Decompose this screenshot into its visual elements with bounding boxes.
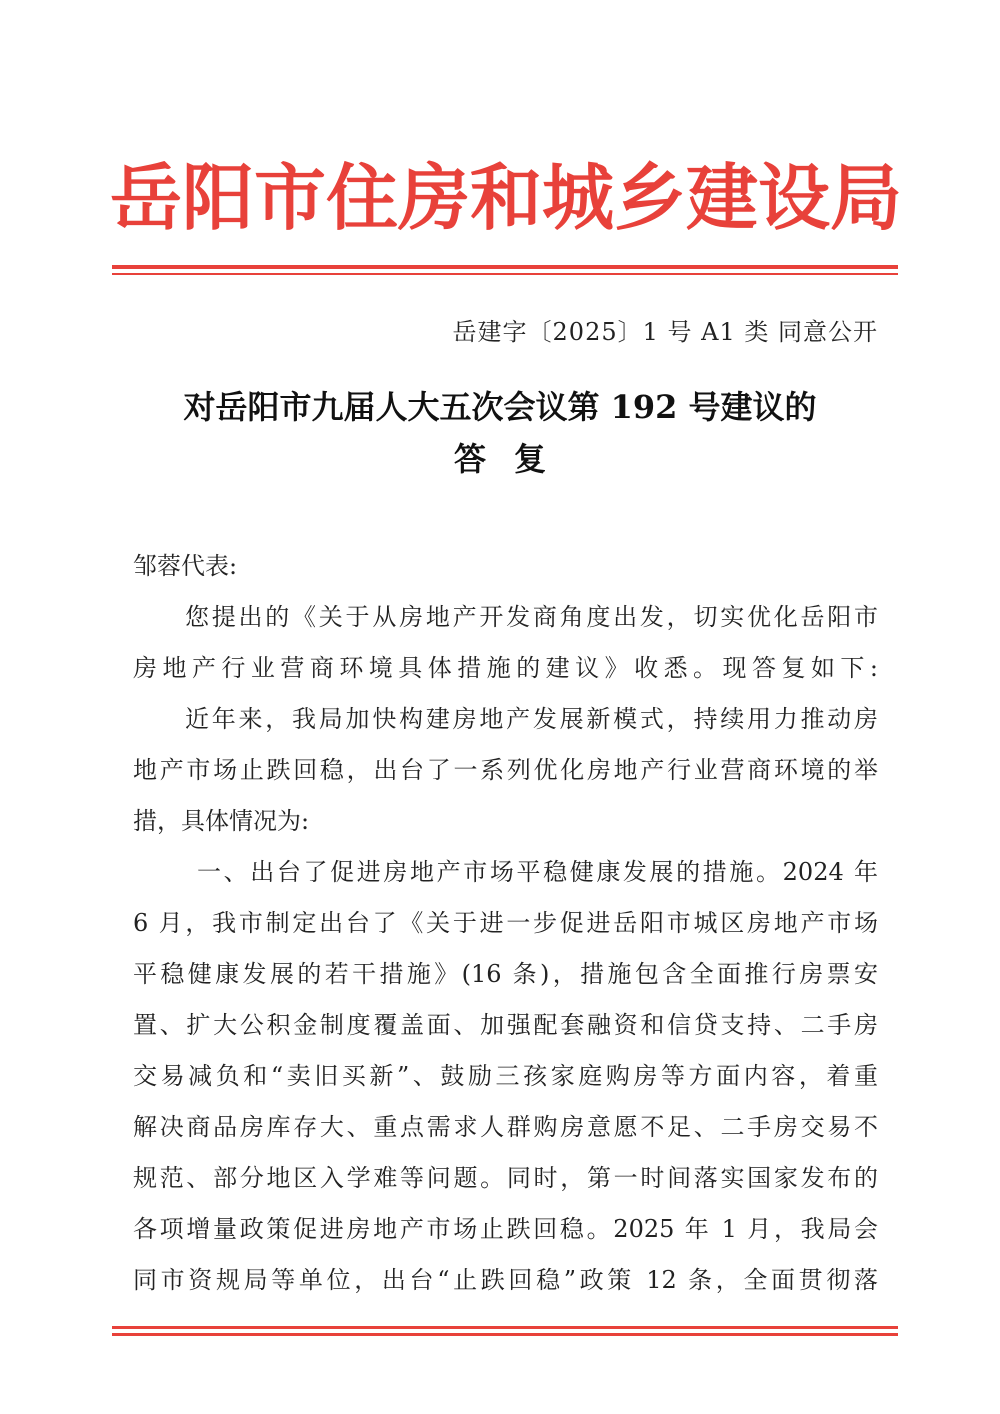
body-line: 地产市场止跌回稳，出台了一系列优化房地产行业营商环境的举 [133,756,878,784]
salutation: 邹蓉代表: [133,552,238,580]
masthead-rule-thick [112,265,898,269]
masthead-rule-thin [112,273,898,275]
body-line: 一、出台了促进房地产市场平稳健康发展的措施。2024 年 [197,858,878,886]
document-body [133,541,878,1306]
body-line: 规范、部分地区入学难等问题。同时，第一时间落实国家发布的 [133,1164,878,1192]
body-line: 交易减负和“卖旧买新”、鼓励三孩家庭购房等方面内容，着重 [133,1062,878,1090]
body-line: 解决商品房库存大、重点需求人群购房意愿不足、二手房交易不 [133,1113,878,1141]
body-line: 6 月，我市制定出台了《关于进一步促进岳阳市城区房地产市场 [133,909,878,937]
document-title-line2: 答复 [453,440,574,478]
footer-rule-top [112,1326,898,1329]
body-line: 平稳健康发展的若干措施》(16 条)，措施包含全面推行房票安 [133,960,878,988]
body-line: 措，具体情况为: [133,807,310,835]
body-line: 同市资规局等单位，出台“止跌回稳”政策 12 条，全面贯彻落 [133,1266,878,1294]
body-line: 近年来，我局加快构建房地产发展新模式，持续用力推动房 [185,705,878,733]
footer-rule-bottom [112,1333,898,1336]
body-line: 置、扩大公积金制度覆盖面、加强配套融资和信贷支持、二手房 [133,1011,878,1039]
body-line: 您提出的《关于从房地产开发商角度出发，切实优化岳阳市 [185,603,878,631]
body-line: 房地产行业营商环境具体措施的建议》收悉。现答复如下: [133,654,878,682]
agency-masthead: 岳阳市住房和城乡建设局 [110,156,903,240]
body-line: 各项增量政策促进房地产市场止跌回稳。2025 年 1 月，我局会 [133,1215,878,1243]
document-number: 岳建字〔2025〕1 号 A1 类 同意公开 [452,318,878,346]
document-title-line1: 对岳阳市九届人大五次会议第 192 号建议的 [183,388,817,426]
